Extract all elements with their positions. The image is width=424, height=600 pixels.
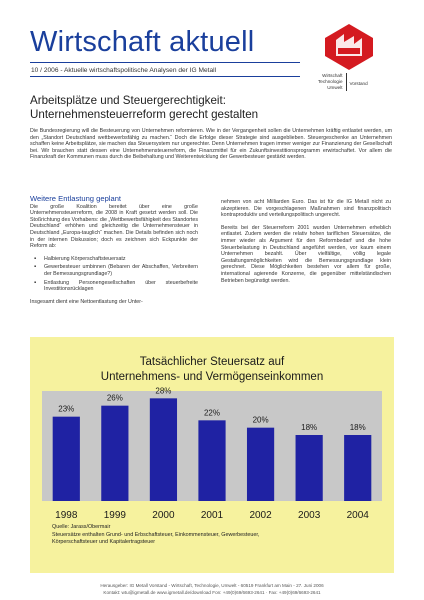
list-item: ▪ Halbierung Körperschaftsteuersatz — [44, 256, 198, 263]
dept-line: Technologie — [318, 79, 343, 84]
bar-2000 — [150, 398, 177, 501]
department-label — [318, 73, 368, 95]
data-label-1998: 23% — [58, 404, 75, 414]
chart-note: Steuersätze enthalten Grund- und Erbschaftsteuer, Einkommensteuer, Gewerbesteuer, — [52, 531, 260, 538]
headline-line-2: Unternehmensteuerreform gerecht gestalten — [30, 108, 259, 121]
reform-bullet-list — [30, 256, 198, 293]
list-item: ▪ Entlastung Personengesellschaften über steuerbefreite Investitionsrücklagen — [44, 280, 198, 293]
data-label-2001: 22% — [203, 408, 221, 418]
right-paragraph-1: nehmen von acht Milliarden Euro. Das ist für die IG Metall nicht zu akzeptieren. Die vorgeschlagenen Maßnahmen sind finanzpolitisch kontraproduktiv und verteilungspolitisch ungerecht. — [221, 199, 391, 219]
x-tick-2003: 2003 — [298, 510, 321, 521]
data-label-2004: 18% — [349, 423, 366, 432]
section-heading: Weitere Entlastung geplant — [30, 194, 122, 203]
masthead-rule-bottom — [30, 76, 300, 77]
masthead-rule-top — [30, 62, 300, 63]
bar-2004 — [344, 435, 371, 501]
right-column — [221, 199, 391, 290]
chart-title: Tatsächlicher Steuersatz auf — [139, 356, 285, 368]
x-tick-1999: 1999 — [103, 510, 126, 521]
bar-1999 — [101, 406, 128, 501]
right-paragraph-2: Bereits bei der Steuerreform 2001 wurden Unternehmen erheblich entlastet. Zudem werden die relativ hohen tariflichen Steuersätze, die immer wieder als Argument für den Reformbedarf und die hohe Steuerbelastung in Deutschland angeführt werden, vor kaum einem Unternehmen bezahlt. Über vielfältige, völlig legale Gestaltungsmöglichkeiten wird die Bemessungsgrundlage klein gerechnet. Diese Möglichkeiten bestehen vor allem für große, international agierende Konzerne, die gegenüber mittelständischen Betrieben begünstigt werden. — [221, 224, 391, 284]
dept-line: Umwelt — [327, 85, 343, 90]
footer-publisher: Herausgeber: IG Metall Vorstand - Wirtschaft, Technologie, Umwelt - 60519 Frankfurt am Main - 27. Juni 2006 — [100, 583, 324, 588]
chart-caption — [52, 524, 259, 547]
dept-divider — [346, 73, 347, 91]
x-tick-2000: 2000 — [152, 510, 175, 521]
chart-note: Körperschaftsteuer und Kapitalertragsteuer — [52, 539, 156, 545]
intro-paragraph: Die Bundesregierung will die Besteuerung von Unternehmen reformieren. Wie in der Vergangenheit sollen die Unternehmen kräftig entlastet werden, um den „Standort Deutschland wettbewerbsfähig zu machen.“ Doch die Erfolge dieser Strategie sind ausgeblieben. Steuergeschenke an Unternehmen schaffen keine Arbeitsplätze, sie machen das Steuersystem nur ungerechter. Denn Unternehmen tragen immer weniger zur Finanzierung der Gesellschaft bei. Wir brauchen statt dessen eine Unternehmensteuerreform, die Finanzmittel für ein Zukunftsinvestitionsprogramm erwirtschaftet. Vor allem die Finanzkraft der Kommunen muss durch die Beibehaltung und Weiterentwicklung der Gewerbesteuer gestärkt werden. — [30, 128, 392, 160]
data-label-2003: 18% — [301, 423, 318, 432]
x-tick-2004: 2004 — [346, 510, 369, 521]
bar-2001 — [198, 420, 225, 501]
x-tick-2001: 2001 — [200, 510, 224, 521]
dept-line: Wirtschaft — [322, 73, 343, 78]
dept-vorstand: Vorstand — [349, 81, 368, 86]
left-column — [30, 196, 198, 311]
chart-source: Quelle: Jarass/Obermair — [52, 524, 111, 530]
data-label-2000: 28% — [155, 386, 172, 396]
left-paragraph: Die große Koalition bereitet über eine große Unternehmensteuerreform, die 2008 in Kraft gesetzt werden soll. Die Stoßrichtung des Vorhabens: die „Wettbewerbsfähigkeit des Standortes Deutschland“ erhöhen und gleichzeitig die Unternehmensteuer in Deutschland „Europa-tauglich“ machen. Die Details befinden sich noch in der internen Diskussion; doch es zeichnen sich Eckpunkte der Reform ab: — [30, 203, 198, 250]
chart-subtitle: Unternehmens- und Vermögenseinkommen — [100, 371, 324, 383]
left-closing: Insgesamt dient eine Nettoentlastung der Unter- — [30, 298, 143, 305]
data-label-2002: 20% — [252, 415, 269, 425]
igm-logo — [322, 22, 376, 78]
igm-logo-icon — [322, 22, 376, 72]
footer-contact: Kontakt: wtu@igmetall.de www.igmetall.de/download Fon: +49(0)69/6693-2641 · Fax: +49(0)69/6693-2641 — [103, 590, 321, 595]
x-tick-2002: 2002 — [249, 510, 272, 521]
issue-line: 10 / 2006 - Aktuelle wirtschaftspolitische Analysen der IG Metall — [31, 67, 217, 74]
bar-2003 — [296, 435, 323, 501]
headline — [30, 94, 258, 122]
headline-line-1: Arbeitsplätze und Steuergerechtigkeit: — [30, 94, 226, 107]
bar-1998 — [53, 417, 80, 501]
data-label-1999: 26% — [106, 393, 123, 403]
list-item: ▪ Gewerbesteuer umbinnen (Bebaren der Abschaffen, Verbreitern der Bemessungsgrundlage?) — [44, 264, 198, 277]
x-tick-1998: 1998 — [55, 510, 78, 521]
bar-2002 — [247, 428, 274, 501]
masthead-title: Wirtschaft aktuell — [30, 26, 255, 58]
